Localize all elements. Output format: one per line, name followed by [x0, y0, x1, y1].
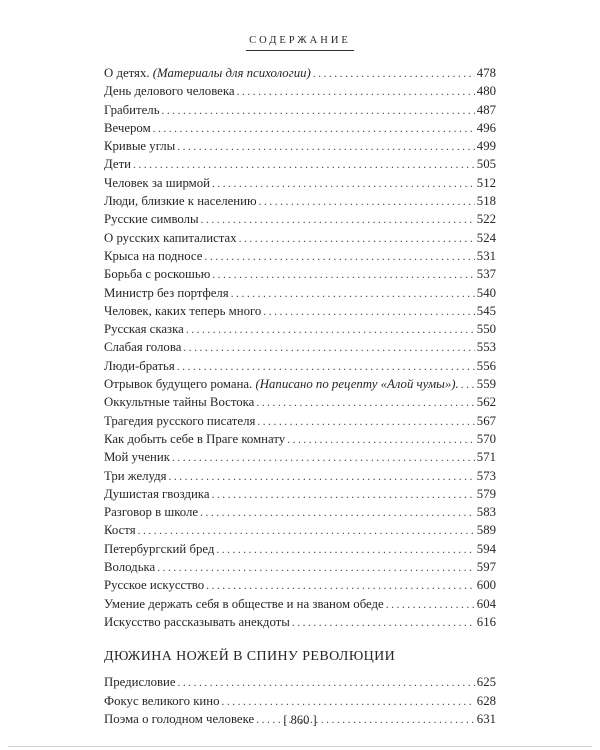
toc-entry-page: 499: [476, 139, 496, 154]
toc-entry-page: 573: [476, 468, 496, 483]
dot-leader: [259, 193, 475, 211]
toc-entry: [104, 102, 496, 120]
dot-leader: [212, 486, 475, 504]
toc-entry-title: Люди-братья: [104, 358, 175, 373]
toc-entry-title: Разговор в школе: [104, 505, 199, 520]
toc-entry: [104, 559, 496, 577]
toc-entry: [104, 376, 496, 394]
toc-entry: [104, 449, 496, 467]
toc-entry-title-italic: (Материалы для психологии): [149, 66, 311, 80]
toc-entry-title: День делового человека: [104, 84, 235, 99]
toc-entry-page: 540: [476, 285, 496, 300]
toc-entry-page: 594: [476, 541, 496, 556]
toc-entry-page: 570: [476, 431, 496, 446]
toc-entry-title: Фокус великого кино: [104, 693, 220, 708]
toc-list: [104, 65, 496, 632]
toc-entry: [104, 413, 496, 431]
toc-entry: [104, 193, 496, 211]
toc-entry-title: Трагедия русского писателя: [104, 413, 256, 428]
toc-entry-title: Мой ученик: [104, 450, 170, 465]
toc-entry-page: 478: [476, 66, 496, 80]
dot-leader: [177, 358, 475, 376]
toc-entry-page: 562: [476, 395, 496, 410]
toc-entry-page: 579: [476, 486, 496, 501]
toc-entry-page: 496: [476, 120, 496, 135]
toc-entry-title: Петербургский бред: [104, 541, 215, 556]
toc-entry-title: Русские символы: [104, 212, 199, 227]
toc-entry: [104, 120, 496, 138]
toc-entry: [104, 339, 496, 357]
dot-leader: [239, 230, 475, 248]
dot-leader: [162, 102, 475, 120]
toc-entry-title: Как добыть себе в Праге комнату: [104, 431, 286, 446]
toc-entry: [104, 211, 496, 229]
toc-entry: [104, 230, 496, 248]
toc-entry-title: Человек за ширмой: [104, 175, 211, 190]
toc-entry-page: 600: [476, 578, 496, 593]
toc-entry-page: 553: [476, 340, 496, 355]
toc-entry-title: О детях. (Материалы для психологии): [104, 66, 311, 80]
toc-entry-page: 522: [476, 212, 496, 227]
toc-entry: [104, 248, 496, 266]
toc-entry: [104, 541, 496, 559]
toc-entry-title: Дети: [104, 157, 132, 172]
dot-leader: [212, 266, 475, 284]
dot-leader: [292, 614, 475, 632]
toc-entry: [104, 303, 496, 321]
dot-leader: [178, 674, 475, 692]
toc-entry-title: Искусство рассказывать анекдоты: [104, 614, 290, 629]
toc-entry: [104, 596, 496, 614]
toc-entry: [104, 285, 496, 303]
toc-entry-title: Грабитель: [104, 102, 160, 117]
toc-entry-title: Борьба с роскошью: [104, 267, 211, 282]
toc-entry-page: 589: [476, 523, 496, 538]
toc-entry-title: Костя: [104, 523, 136, 538]
toc-entry-title: Кривые углы: [104, 139, 176, 154]
toc-entry-title: Душистая гвоздика: [104, 486, 210, 501]
toc-entry-title-italic: (Написано по рецепту «Алой чумы»).: [252, 377, 459, 392]
toc-entry-page: 625: [476, 675, 496, 690]
toc-entry: [104, 83, 496, 101]
dot-leader: [287, 431, 475, 449]
toc-entry-page: 512: [476, 175, 496, 190]
toc-entry-title: Крыса на подносе: [104, 248, 203, 263]
toc-entry: [104, 65, 496, 83]
toc-entry-page: 531: [476, 248, 496, 263]
toc-entry-page: 616: [476, 614, 496, 629]
dot-leader: [461, 376, 475, 394]
toc-entry: [104, 614, 496, 632]
toc-entry-page: 524: [476, 230, 496, 245]
toc-entry: [104, 138, 496, 156]
dot-leader: [138, 522, 475, 540]
toc-entry-title: О русских капиталистах: [104, 230, 237, 245]
dot-leader: [263, 303, 474, 321]
toc-entry-page: 518: [476, 194, 496, 209]
toc-entry-title: Человек, каких теперь много: [104, 303, 262, 318]
toc-entry: [104, 522, 496, 540]
toc-entry-page: 604: [476, 596, 496, 611]
toc-entry-page: 550: [476, 322, 496, 337]
toc-entry: [104, 266, 496, 284]
dot-leader: [186, 321, 475, 339]
toc-entry-title: Люди, близкие к населению: [104, 194, 257, 209]
dot-leader: [177, 138, 475, 156]
toc-entry-page: 559: [476, 377, 496, 392]
toc-entry-page: 597: [476, 560, 496, 575]
toc-entry-page: 628: [476, 693, 496, 708]
dot-leader: [216, 541, 474, 559]
dot-leader: [206, 577, 475, 595]
toc-section-heading: ДЮЖИНА НОЖЕЙ В СПИНУ РЕВОЛЮЦИИ: [104, 649, 396, 665]
toc-entry-page: 571: [476, 450, 496, 465]
toc-entry: [104, 577, 496, 595]
dot-leader: [153, 120, 475, 138]
dot-leader: [222, 693, 475, 711]
dot-leader: [231, 285, 475, 303]
toc-entry-title: Слабая голова: [104, 340, 182, 355]
dot-leader: [157, 559, 475, 577]
toc-entry-title: Министр без портфеля: [104, 285, 229, 300]
toc-entry-page: 583: [476, 505, 496, 520]
contents-title: СОДЕРЖАНИЕ: [246, 35, 354, 51]
contents-header: [0, 30, 600, 51]
toc-entry: [104, 431, 496, 449]
toc-entry-title: Умение держать себя в обществе и на званом обеде: [104, 596, 384, 611]
toc-entry-title: Оккультные тайны Востока: [104, 395, 255, 410]
toc-entry: [104, 693, 496, 711]
dot-leader: [183, 339, 474, 357]
toc-entry: [104, 175, 496, 193]
toc-entry-page: 487: [476, 102, 496, 117]
toc-entry-title: Володька: [104, 560, 156, 575]
toc-entry-page: 545: [476, 303, 496, 318]
toc-entry-page: 556: [476, 358, 496, 373]
toc-entry-page: 631: [476, 711, 496, 726]
toc-entry-page: 505: [476, 157, 496, 172]
dot-leader: [204, 248, 474, 266]
toc-entry-title: Вечером: [104, 120, 151, 135]
dot-leader: [133, 156, 475, 174]
toc-entry: [104, 394, 496, 412]
dot-leader: [386, 596, 475, 614]
toc-entry-page: 537: [476, 267, 496, 282]
toc-entry: [104, 156, 496, 174]
toc-entry-title: Отрывок будущего романа. (Написано по рецепту «Алой чумы»).: [104, 377, 459, 392]
page-number-footer: [ 860 ]: [283, 713, 317, 727]
toc-entry-title: Предисловие: [104, 675, 176, 690]
dot-leader: [200, 504, 475, 522]
toc-entry: [104, 358, 496, 376]
dot-leader: [313, 65, 475, 83]
dot-leader: [172, 449, 475, 467]
toc-entry: [104, 468, 496, 486]
toc-entry: [104, 674, 496, 692]
dot-leader: [169, 468, 475, 486]
toc-entry: [104, 486, 496, 504]
toc-entry: [104, 321, 496, 339]
toc-entry-title: Три желудя: [104, 468, 167, 483]
dot-leader: [256, 394, 474, 412]
dot-leader: [257, 413, 474, 431]
dot-leader: [237, 83, 475, 101]
dot-leader: [201, 211, 475, 229]
dot-leader: [212, 175, 475, 193]
toc-entry-page: 480: [476, 84, 496, 99]
toc-entry-title: Русское искусство: [104, 578, 205, 593]
bottom-rule: [8, 746, 592, 747]
toc-entry-page: 567: [476, 413, 496, 428]
toc-entry-title: Русская сказка: [104, 322, 184, 337]
toc-entry: [104, 504, 496, 522]
toc-entry-title: Поэма о голодном человеке: [104, 711, 255, 726]
